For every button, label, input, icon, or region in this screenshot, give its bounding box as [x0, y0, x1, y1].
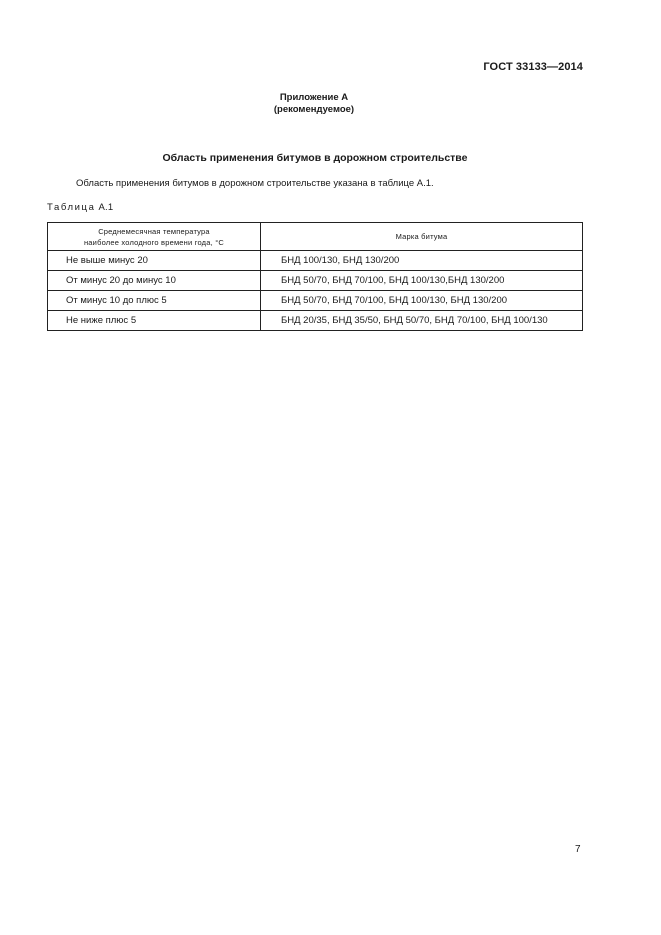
appendix-title: Приложение А: [279, 92, 349, 103]
table-header-row: [48, 223, 583, 251]
page-number: 7: [575, 844, 581, 855]
header-grade: Марка битума: [261, 223, 583, 251]
section-title: Область применения битумов в дорожном строительстве: [162, 152, 468, 164]
intro-paragraph: Область применения битумов в дорожном строительстве указана в таблице А.1.: [76, 178, 434, 189]
cell-temperature: Не ниже плюс 5: [48, 311, 261, 331]
cell-temperature: От минус 10 до плюс 5: [48, 291, 261, 311]
header-temperature-line: наиболее холодного времени года, °С: [83, 237, 225, 247]
table-caption-word: Таблица: [47, 202, 96, 213]
cell-temperature: От минус 20 до минус 10: [48, 271, 261, 291]
table-caption: [47, 202, 113, 213]
cell-temperature: Не выше минус 20: [48, 251, 261, 271]
document-code: ГОСТ 33133—2014: [483, 61, 583, 73]
header-temperature: [48, 223, 261, 251]
appendix-heading: [0, 92, 628, 116]
table-row: [48, 311, 583, 331]
cell-grade: БНД 50/70, БНД 70/100, БНД 100/130,БНД 130/200: [261, 271, 583, 291]
cell-grade: БНД 50/70, БНД 70/100, БНД 100/130, БНД 130/200: [261, 291, 583, 311]
cell-grade: БНД 100/130, БНД 130/200: [261, 251, 583, 271]
appendix-status: (рекомендуемое): [273, 104, 355, 115]
bitumen-table: [47, 222, 583, 331]
table-row: [48, 291, 583, 311]
header-temperature-line: Среднемесячная температура: [98, 226, 210, 236]
table-caption-number: А.1: [98, 202, 114, 213]
table-row: [48, 251, 583, 271]
table-row: [48, 271, 583, 291]
cell-grade: БНД 20/35, БНД 35/50, БНД 50/70, БНД 70/100, БНД 100/130: [261, 311, 583, 331]
